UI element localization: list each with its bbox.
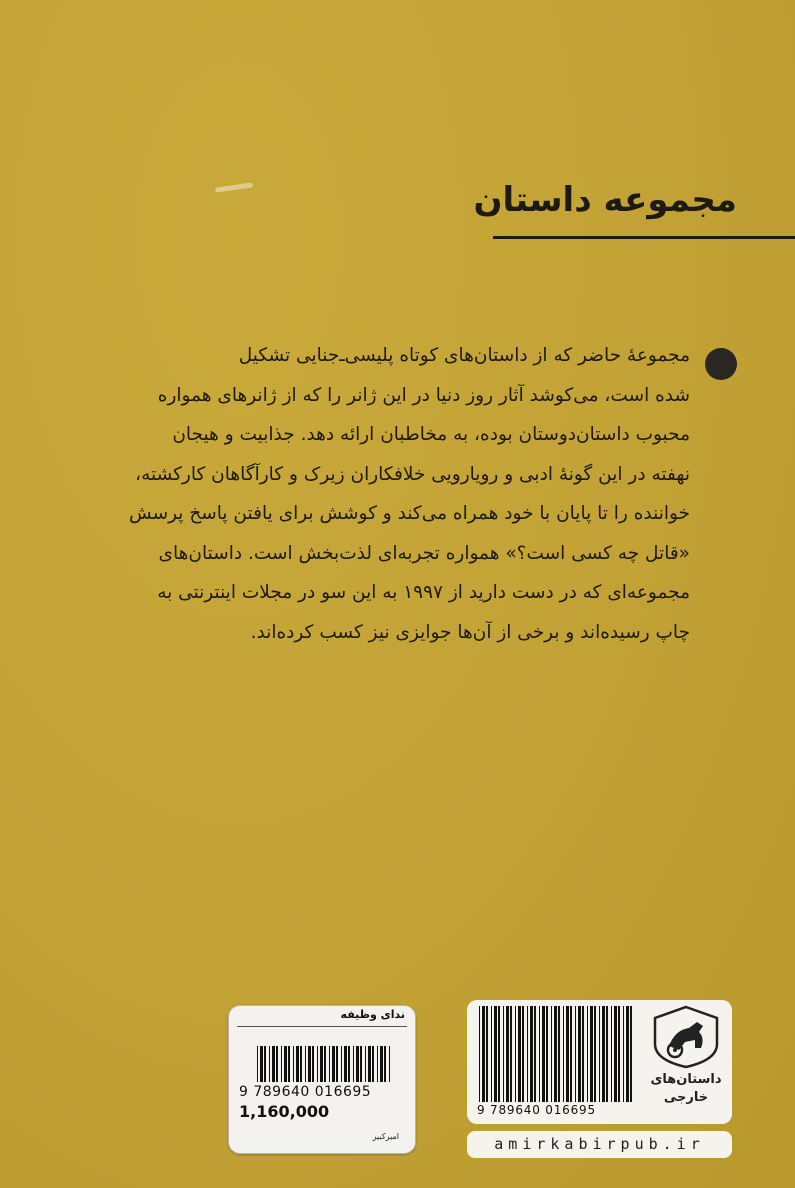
barcode-stripe	[360, 1046, 362, 1082]
barcode-stripe	[320, 1046, 323, 1082]
barcode-stripe	[264, 1046, 266, 1082]
barcode-stripe	[518, 1006, 521, 1102]
barcode-stripe	[626, 1006, 629, 1102]
barcode-stripe	[272, 1046, 275, 1082]
publisher-logo	[645, 1004, 727, 1120]
barcode-stripe	[486, 1006, 488, 1102]
barcode-stripe	[534, 1006, 536, 1102]
barcode-stripe	[546, 1006, 548, 1102]
barcode-stripe	[296, 1046, 299, 1082]
sticker-title: ندای وظیفه	[340, 1008, 405, 1021]
barcode-stripe	[332, 1046, 335, 1082]
barcode-stripe	[479, 1006, 480, 1102]
barcode-stripe	[542, 1006, 545, 1102]
barcode-digits: 9 789640 016695	[477, 1103, 596, 1117]
barcode-stripe	[377, 1046, 378, 1082]
barcode-stripe	[324, 1046, 326, 1082]
barcode-stripe	[257, 1046, 258, 1082]
sticker-barcode-icon	[255, 1046, 395, 1082]
barcode-stripe	[630, 1006, 632, 1102]
barcode-stripe	[558, 1006, 560, 1102]
publisher-website[interactable]: amirkabirpub.ir	[467, 1131, 732, 1158]
horse-rider-icon	[645, 1004, 727, 1070]
barcode-stripe	[575, 1006, 576, 1102]
barcode-stripe	[344, 1046, 347, 1082]
sticker-isbn: 9 789640 016695	[239, 1084, 372, 1100]
barcode-stripe	[384, 1046, 386, 1082]
barcode-stripe	[365, 1046, 366, 1082]
barcode-stripe	[288, 1046, 290, 1082]
barcode-stripe	[498, 1006, 500, 1102]
cover-speck	[215, 182, 253, 192]
barcode-stripe	[614, 1006, 617, 1102]
barcode-stripe	[551, 1006, 552, 1102]
barcode-stripe	[353, 1046, 354, 1082]
barcode-stripe	[515, 1006, 516, 1102]
barcode-stripe	[312, 1046, 314, 1082]
barcode-stripe	[491, 1006, 492, 1102]
barcode-stripe	[510, 1006, 512, 1102]
barcode-stripe	[599, 1006, 600, 1102]
barcode-stripe	[587, 1006, 588, 1102]
barcode-stripe	[522, 1006, 524, 1102]
barcode-stripe	[356, 1046, 359, 1082]
barcode-stripe	[308, 1046, 311, 1082]
barcode-stripe	[300, 1046, 302, 1082]
barcode-stripe	[372, 1046, 374, 1082]
barcode-stripe	[570, 1006, 572, 1102]
barcode-stripe	[276, 1046, 278, 1082]
title-underline	[493, 236, 795, 239]
barcode-stripe	[317, 1046, 318, 1082]
barcode-stripe	[602, 1006, 605, 1102]
blurb-line: شده است، می‌کوشد آثار روز دنیا در این ژانر را که از ژانرهای همواره	[157, 384, 690, 406]
barcode-stripe	[563, 1006, 564, 1102]
blurb-line: مجموعهٔ حاضر که از داستان‌های کوتاه پلیسی‌ـ‌جنایی تشکیل	[238, 345, 690, 366]
barcode-stripe	[341, 1046, 342, 1082]
barcode-stripe	[530, 1006, 533, 1102]
barcode-stripe	[582, 1006, 584, 1102]
series-title: مجموعه داستان	[473, 180, 737, 220]
barcode-panel	[467, 1000, 732, 1124]
barcode-stripe	[305, 1046, 306, 1082]
barcode-stripe	[380, 1046, 383, 1082]
bullet-dot-icon	[705, 348, 737, 380]
blurb-text	[129, 336, 690, 652]
barcode-stripe	[348, 1046, 350, 1082]
barcode-stripe	[554, 1006, 557, 1102]
blurb-line: «قاتل چه کسی است؟» همواره تجربه‌ای لذت‌بخش است. داستان‌های	[158, 542, 690, 564]
barcode-stripe	[506, 1006, 509, 1102]
price-sticker	[228, 1005, 416, 1154]
barcode-stripe	[336, 1046, 338, 1082]
barcode-stripe	[566, 1006, 569, 1102]
barcode-stripe	[527, 1006, 528, 1102]
sticker-price: 1,160,000	[239, 1102, 330, 1121]
barcode-stripe	[503, 1006, 504, 1102]
sticker-divider	[237, 1026, 407, 1027]
blurb-line: چاپ رسیده‌اند و برخی از آن‌ها جوایزی نیز کسب کرده‌اند.	[250, 621, 690, 643]
barcode-stripe	[260, 1046, 263, 1082]
barcode-stripe	[329, 1046, 330, 1082]
logo-line-2: خارجی	[663, 1090, 709, 1105]
sticker-publisher: امیرکبیر	[372, 1132, 399, 1141]
barcode-stripe	[293, 1046, 294, 1082]
blurb-line: خواننده را تا پایان با خود همراه می‌کند و کوشش برای یافتن پاسخ پرسش	[129, 503, 690, 524]
barcode-stripe	[594, 1006, 596, 1102]
barcode-stripe	[368, 1046, 371, 1082]
logo-line-1: داستان‌های	[650, 1072, 722, 1087]
barcode-stripe	[482, 1006, 485, 1102]
barcode-stripe	[539, 1006, 540, 1102]
barcode-stripe	[281, 1046, 282, 1082]
barcode-stripe	[618, 1006, 620, 1102]
barcode-stripe	[389, 1046, 390, 1082]
barcode-stripe	[590, 1006, 593, 1102]
blurb-line: نهفته در این گونهٔ ادبی و رویارویی خلافکاران زیرک و کارآگاهان کارکشته،	[135, 463, 690, 485]
barcode-stripe	[611, 1006, 612, 1102]
barcode-stripe	[578, 1006, 581, 1102]
isbn-barcode-icon	[477, 1006, 637, 1102]
barcode-stripe	[494, 1006, 497, 1102]
blurb-line: مجموعه‌ای که در دست دارید از ۱۹۹۷ به این سو در مجلات اینترنتی به	[157, 582, 690, 603]
barcode-stripe	[623, 1006, 624, 1102]
barcode-stripe	[284, 1046, 287, 1082]
barcode-stripe	[269, 1046, 270, 1082]
blurb-line: محبوب داستان‌دوستان بوده، به مخاطبان ارائه دهد. جذابیت و هیجان	[172, 424, 690, 445]
barcode-stripe	[606, 1006, 608, 1102]
